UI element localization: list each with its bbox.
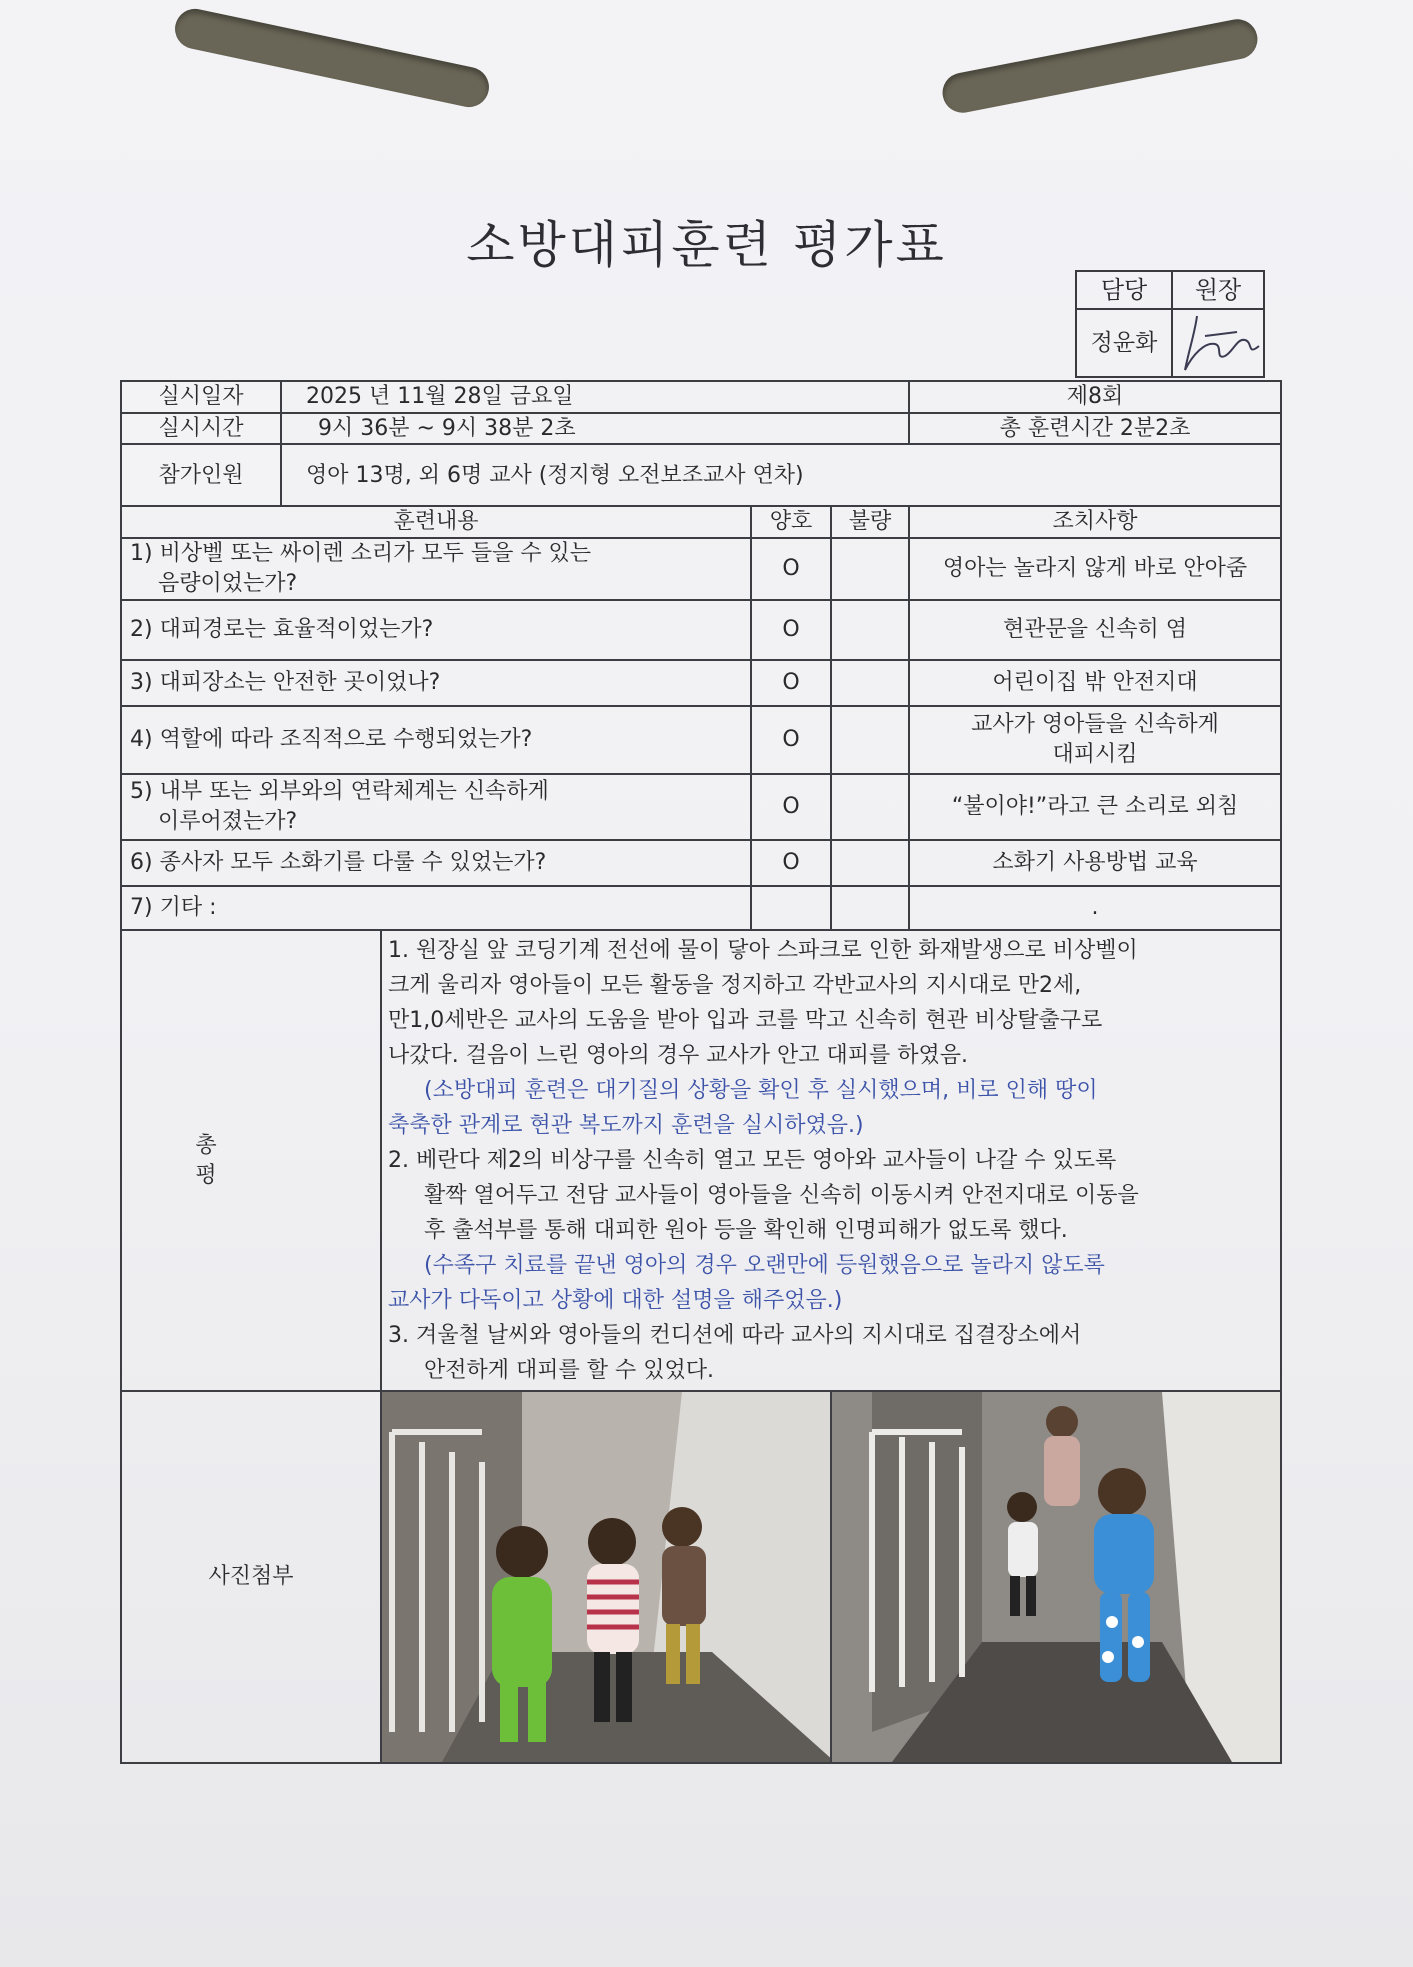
summary-line: 3. 겨울철 날씨와 영아들의 컨디션에 따라 교사의 지시대로 집결장소에서	[388, 1323, 1082, 1349]
item-good-mark: O	[751, 538, 831, 600]
item-row	[121, 538, 1281, 600]
evacuation-photo-1	[382, 1392, 832, 1762]
item-question	[121, 774, 751, 840]
time-value: 9시 36분 ~ 9시 38분 2초	[281, 413, 909, 445]
summary-text	[381, 930, 1281, 1391]
item-question	[121, 538, 751, 600]
item-row	[121, 660, 1281, 706]
approval-header-director: 원장	[1173, 272, 1263, 310]
item-question: 6) 종사자 모두 소화기를 다룰 수 있었는가?	[121, 840, 751, 886]
item-good-mark: O	[751, 840, 831, 886]
item-row	[121, 886, 1281, 930]
item-action: 현관문을 신속히 염	[909, 600, 1281, 660]
participants-value: 영아 13명, 외 6명 교사 (정지형 오전보조교사 연차)	[281, 444, 1281, 506]
evaluation-table	[120, 380, 1282, 1764]
item-good-mark: O	[751, 600, 831, 660]
item-action-line1: 교사가 영아들을 신속하게	[971, 712, 1219, 738]
header-good: 양호	[751, 506, 831, 538]
date-value: 2025 년 11월 28일 금요일	[281, 381, 909, 413]
document-title: 소방대피훈련 평가표	[466, 216, 947, 274]
approval-staff-name: 정윤화	[1077, 310, 1173, 376]
item-row	[121, 706, 1281, 774]
item-question-line2: 이루어졌는가?	[158, 809, 298, 835]
photo-row	[121, 1391, 1281, 1763]
item-question: 4) 역할에 따라 조직적으로 수행되었는가?	[121, 706, 751, 774]
punch-hole-left	[171, 5, 492, 111]
header-action: 조치사항	[909, 506, 1281, 538]
item-action: 영아는 놀라지 않게 바로 안아줌	[909, 538, 1281, 600]
summary-line: 만1,0세반은 교사의 도움을 받아 입과 코를 막고 신속히 현관 비상탈출구로	[388, 1008, 1103, 1034]
item-question-line1: 5) 내부 또는 외부와의 연락체계는 신속하게	[130, 779, 549, 805]
time-row	[121, 413, 1281, 445]
item-good-mark: O	[751, 660, 831, 706]
summary-line: 안전하게 대피를 할 수 있었다.	[424, 1358, 714, 1384]
summary-line: (소방대피 훈련은 대기질의 상황을 확인 후 실시했으며, 비로 인해 땅이	[424, 1078, 1098, 1104]
approval-header-staff: 담당	[1077, 272, 1173, 310]
item-bad-mark	[831, 840, 909, 886]
item-action-line2: 대피시킴	[1052, 742, 1138, 768]
participants-row	[121, 444, 1281, 506]
item-question-line2: 음량이었는가?	[158, 571, 298, 597]
participants-label: 참가인원	[121, 444, 281, 506]
summary-label	[121, 930, 381, 1391]
item-question-line1: 1) 비상벨 또는 싸이렌 소리가 모두 들을 수 있는	[130, 541, 592, 567]
header-content: 훈련내용	[121, 506, 751, 538]
photo-label: 사진첨부	[121, 1391, 381, 1763]
session-number: 제8회	[909, 381, 1281, 413]
time-label: 실시시간	[121, 413, 281, 445]
summary-line: 축축한 관계로 현관 복도까지 훈련을 실시하였음.)	[388, 1113, 864, 1139]
item-question: 2) 대피경로는 효율적이었는가?	[121, 600, 751, 660]
summary-label-text: 총 평	[195, 1132, 307, 1188]
evacuation-photo-2	[832, 1392, 1280, 1762]
summary-lines	[388, 933, 1274, 1388]
director-signature	[1175, 310, 1263, 376]
summary-line: 1. 원장실 앞 코딩기계 전선에 물이 닿아 스파크로 인한 화재발생으로 비상벨이	[388, 938, 1138, 964]
item-good-mark: O	[751, 774, 831, 840]
item-action: 어린이집 밖 안전지대	[909, 660, 1281, 706]
total-time: 총 훈련시간 2분2초	[909, 413, 1281, 445]
summary-line: 교사가 다독이고 상황에 대한 설명을 해주었음.)	[388, 1288, 843, 1314]
summary-line: 2. 베란다 제2의 비상구를 신속히 열고 모든 영아와 교사들이 나갈 수 있도록	[388, 1148, 1117, 1174]
item-row	[121, 774, 1281, 840]
punch-hole-right	[939, 16, 1261, 116]
item-bad-mark	[831, 600, 909, 660]
item-bad-mark	[831, 886, 909, 930]
summary-line: 후 출석부를 통해 대피한 원아 등을 확인해 인명피해가 없도록 했다.	[424, 1218, 1068, 1244]
summary-line: 크게 울리자 영아들이 모든 활동을 정지하고 각반교사의 지시대로 만2세,	[388, 973, 1082, 999]
item-action: “불이야!”라고 큰 소리로 외침	[909, 774, 1281, 840]
photo-cell	[381, 1391, 1281, 1763]
header-row	[121, 506, 1281, 538]
item-bad-mark	[831, 774, 909, 840]
item-question: 7) 기타 :	[121, 886, 751, 930]
item-bad-mark	[831, 660, 909, 706]
summary-line: 나갔다. 걸음이 느린 영아의 경우 교사가 안고 대피를 하였음.	[388, 1043, 968, 1069]
item-good-mark	[751, 886, 831, 930]
item-bad-mark	[831, 706, 909, 774]
date-label: 실시일자	[121, 381, 281, 413]
header-bad: 불량	[831, 506, 909, 538]
approval-box	[1075, 270, 1265, 378]
date-row	[121, 381, 1281, 413]
item-action: 소화기 사용방법 교육	[909, 840, 1281, 886]
item-bad-mark	[831, 538, 909, 600]
item-row	[121, 840, 1281, 886]
item-good-mark: O	[751, 706, 831, 774]
summary-line: (수족구 치료를 끝낸 영아의 경우 오랜만에 등원했음으로 놀라지 않도록	[424, 1253, 1105, 1279]
item-row	[121, 600, 1281, 660]
summary-line: 활짝 열어두고 전담 교사들이 영아들을 신속히 이동시켜 안전지대로 이동을	[424, 1183, 1139, 1209]
summary-row	[121, 930, 1281, 1391]
item-action: .	[909, 886, 1281, 930]
item-question: 3) 대피장소는 안전한 곳이었나?	[121, 660, 751, 706]
item-action	[909, 706, 1281, 774]
